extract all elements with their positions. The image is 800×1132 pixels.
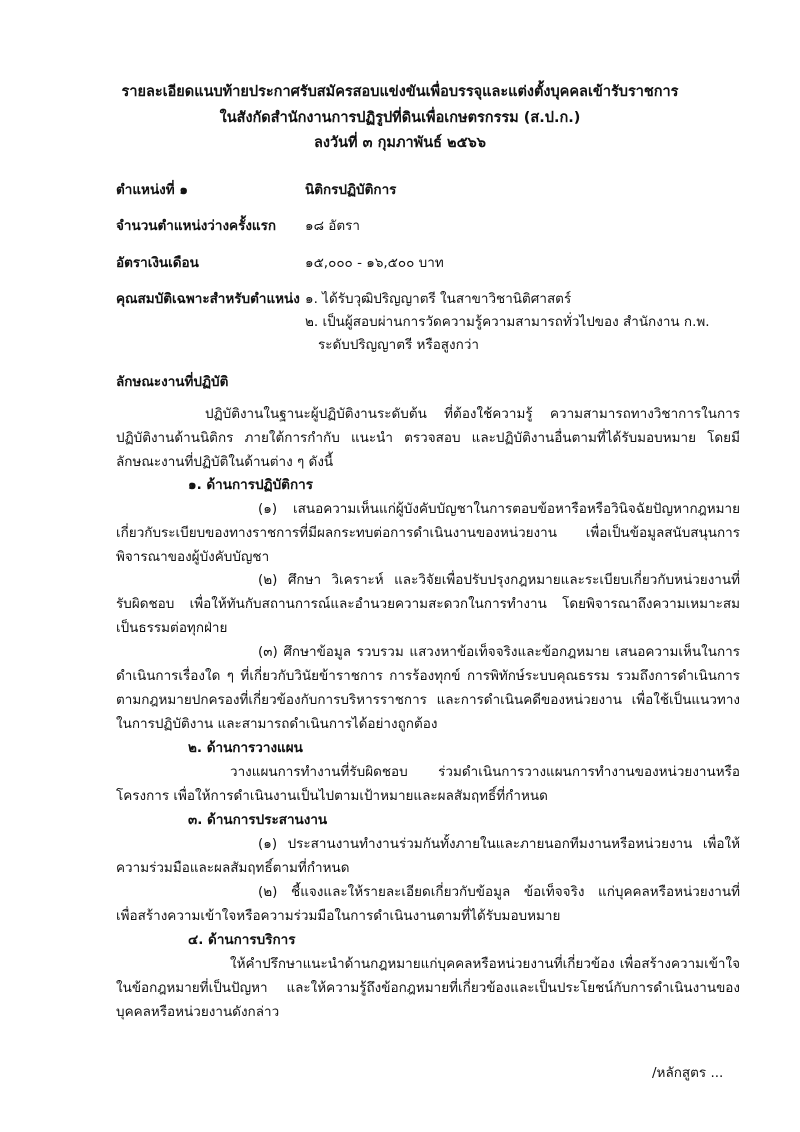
paragraph-line: วางแผนการทำงานที่รับผิดชอบ ร่วมดำเนินการวางแผนการทำงานของหน่วยงานหรือ (230, 764, 740, 780)
salary-label: อัตราเงินเดือน (116, 255, 199, 271)
section-heading: ๔. ด้านการบริการ (188, 932, 296, 948)
doc-title-date: ลงวันที่ ๓ กุมภาพันธ์ ๒๕๖๖ (314, 135, 486, 151)
paragraph-line: บุคคลหรือหน่วยงานดังกล่าว (116, 1004, 280, 1020)
salary-value: ๑๕,๐๐๐ - ๑๖,๕๐๐ บาท (305, 255, 444, 271)
qualification-1: ๑. ได้รับวุฒิปริญญาตรี ในสาขาวิชานิติศาสตร์ (305, 291, 572, 307)
section-heading: ๓. ด้านการประสานงาน (188, 812, 328, 828)
doc-title-line-1: รายละเอียดแนบท้ายประกาศรับสมัครสอบแข่งขันเพื่อบรรจุและแต่งตั้งบุคคลเข้ารับราชการ (121, 84, 679, 100)
duties-heading: ลักษณะงานที่ปฏิบัติ (116, 374, 229, 390)
paragraph-line: ลักษณะงานที่ปฏิบัติในด้านต่าง ๆ ดังนี้ (116, 454, 334, 470)
continued-marker: /หลักสูตร ... (652, 1065, 724, 1081)
qualification-2-cont: ระดับปริญญาตรี หรือสูงกว่า (318, 337, 479, 353)
paragraph-line: พิจารณาของผู้บังคับบัญชา (116, 549, 270, 565)
qualification-label: คุณสมบัติเฉพาะสำหรับตำแหน่ง (116, 291, 300, 307)
paragraph-line: ในข้อกฎหมายที่เป็นปัญหา และให้ความรู้ถึงข้อกฎหมายที่เกี่ยวข้องและเป็นประโยชน์กับการดำเนินงานของ (116, 980, 740, 996)
doc-title-line-2: ในสังกัดสำนักงานการปฏิรูปที่ดินเพื่อเกษตรกรรม (ส.ป.ก.) (219, 110, 581, 126)
paragraph-line: (๒) ศึกษา วิเคราะห์ และวิจัยเพื่อปรับปรุงกฎหมายและระเบียบเกี่ยวกับหน่วยงานที่ (258, 572, 740, 588)
paragraph-line: (๑) เสนอความเห็นแก่ผู้บังคับบัญชาในการตอบข้อหารือหรือวินิจฉัยปัญหากฎหมาย (258, 501, 740, 517)
paragraph-line: (๒) ชี้แจงและให้รายละเอียดเกี่ยวกับข้อมูล ข้อเท็จจริง แก่บุคคลหรือหน่วยงานที่ (258, 884, 740, 900)
paragraph-line: ให้คำปรึกษาแนะนำด้านกฎหมายแก่บุคคลหรือหน่วยงานที่เกี่ยวข้อง เพื่อสร้างความเข้าใจ (230, 956, 740, 972)
vacancy-label: จำนวนตำแหน่งว่างครั้งแรก (116, 218, 277, 234)
paragraph-line: (๓) ศึกษาข้อมูล รวบรวม แสวงหาข้อเท็จจริงและข้อกฎหมาย เสนอความเห็นในการ (258, 644, 740, 660)
position-value: นิติกรปฏิบัติการ (305, 182, 397, 198)
paragraph-line: เป็นธรรมต่อทุกฝ่าย (116, 620, 228, 636)
paragraph-line: โครงการ เพื่อให้การดำเนินงานเป็นไปตามเป้าหมายและผลสัมฤทธิ์ที่กำหนด (116, 788, 548, 804)
paragraph-line: เกี่ยวกับระเบียบของทางราชการที่มีผลกระทบต่อการดำเนินงานของหน่วยงาน เพื่อเป็นข้อมูลสนับสนุนการ (116, 525, 740, 541)
qualification-2: ๒. เป็นผู้สอบผ่านการวัดความรู้ความสามารถทั่วไปของ สำนักงาน ก.พ. (305, 314, 710, 330)
position-label: ตำแหน่งที่ ๑ (116, 182, 188, 198)
paragraph-line: ในการปฏิบัติงาน และสามารถดำเนินการได้อย่างถูกต้อง (116, 716, 438, 732)
vacancy-value: ๑๘ อัตรา (305, 218, 360, 234)
paragraph-line: ดำเนินการเรื่องใด ๆ ที่เกี่ยวกับวินัยข้าราชการ การร้องทุกข์ การพิทักษ์ระบบคุณธรรม รวมถึงการดำเนินการ (116, 668, 740, 684)
paragraph-line: ตามกฎหมายปกครองที่เกี่ยวข้องกับการบริหารราชการ และการดำเนินคดีของหน่วยงาน เพื่อใช้เป็นแนวทาง (116, 692, 740, 708)
paragraph-line: ความร่วมมือและผลสัมฤทธิ์ตามที่กำหนด (116, 860, 350, 876)
paragraph-line: (๑) ประสานงานทำงานร่วมกันทั้งภายในและภายนอกทีมงานหรือหน่วยงาน เพื่อให้ (258, 836, 740, 852)
paragraph-line: รับผิดชอบ เพื่อให้ทันกับสถานการณ์และอำนวยความสะดวกในการทำงาน โดยพิจารณาถึงความเหมาะสม (116, 596, 740, 612)
section-heading: ๒. ด้านการวางแผน (188, 740, 303, 756)
paragraph-line: เพื่อสร้างความเข้าใจหรือความร่วมมือในการดำเนินงานตามที่ได้รับมอบหมาย (116, 908, 561, 924)
section-heading: ๑. ด้านการปฏิบัติการ (188, 477, 313, 493)
paragraph-line: ปฏิบัติงานด้านนิติกร ภายใต้การกำกับ แนะนำ ตรวจสอบ และปฏิบัติงานอื่นตามที่ได้รับมอบหมาย โดยมี (116, 430, 740, 446)
paragraph-line: ปฏิบัติงานในฐานะผู้ปฏิบัติงานระดับต้น ที่ต้องใช้ความรู้ ความสามารถทางวิชาการในการ (205, 406, 740, 422)
